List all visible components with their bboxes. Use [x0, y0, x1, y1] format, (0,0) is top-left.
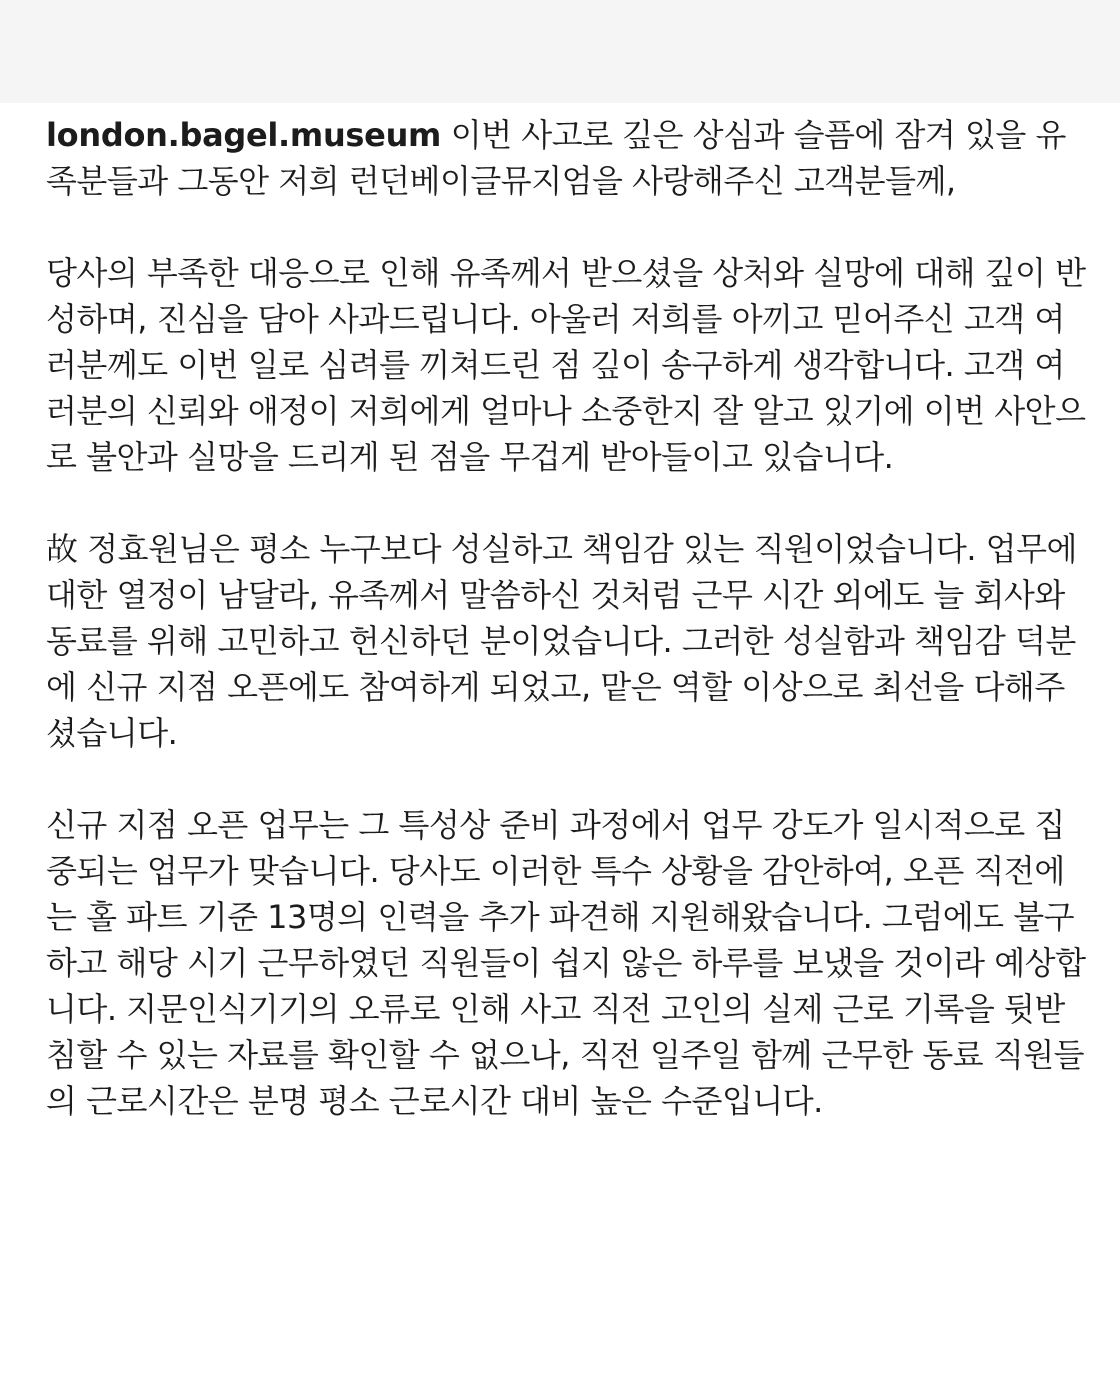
- caption-paragraph-intro: [46, 112, 1086, 204]
- caption-paragraph-workload: 신규 지점 오픈 업무는 그 특성상 준비 과정에서 업무 강도가 일시적으로 집중되는 업무가 맞습니다. 당사도 이러한 특수 상황을 감안하여, 오픈 직전에는 홀 파트 기준 13명의 인력을 추가 파견해 지원해왔습니다. 그럼에도 불구하고 해당 시기 근무하였던 직원들이 쉽지 않은 하루를 보냈을 것이라 예상합니다. 지문인식기기의 오류로 인해 사고 직전 고인의 실제 근로 기록을 뒷받침할 수 있는 자료를 확인할 수 없으나, 직전 일주일 함께 근무한 동료 직원들의 근로시간은 분명 평소 근로시간 대비 높은 수준입니다.: [46, 806, 1086, 1120]
- post-caption: [46, 112, 1086, 1170]
- top-bar: [0, 0, 1120, 103]
- caption-text-intro: 이번 사고로 깊은 상심과 슬픔에 잠겨 있을 유족분들과 그동안 저희 런던베이글뮤지엄을 사랑해주신 고객분들께,: [46, 116, 1066, 200]
- caption-paragraph-apology: 당사의 부족한 대응으로 인해 유족께서 받으셨을 상처와 실망에 대해 깊이 반성하며, 진심을 담아 사과드립니다. 아울러 저희를 아끼고 믿어주신 고객 여러분께도 이번 일로 심려를 끼쳐드린 점 깊이 송구하게 생각합니다. 고객 여러분의 신뢰와 애정이 저희에게 얼마나 소중한지 잘 알고 있기에 이번 사안으로 불안과 실망을 드리게 된 점을 무겁게 받아들이고 있습니다.: [46, 254, 1086, 476]
- username-link[interactable]: london.bagel.museum: [46, 116, 442, 154]
- caption-paragraph-employee: 故 정효원님은 평소 누구보다 성실하고 책임감 있는 직원이었습니다. 업무에 대한 열정이 남달라, 유족께서 말씀하신 것처럼 근무 시간 외에도 늘 회사와 동료를 위해 고민하고 헌신하던 분이었습니다. 그러한 성실함과 책임감 덕분에 신규 지점 오픈에도 참여하게 되었고, 맡은 역할 이상으로 최선을 다해주셨습니다.: [46, 530, 1077, 752]
